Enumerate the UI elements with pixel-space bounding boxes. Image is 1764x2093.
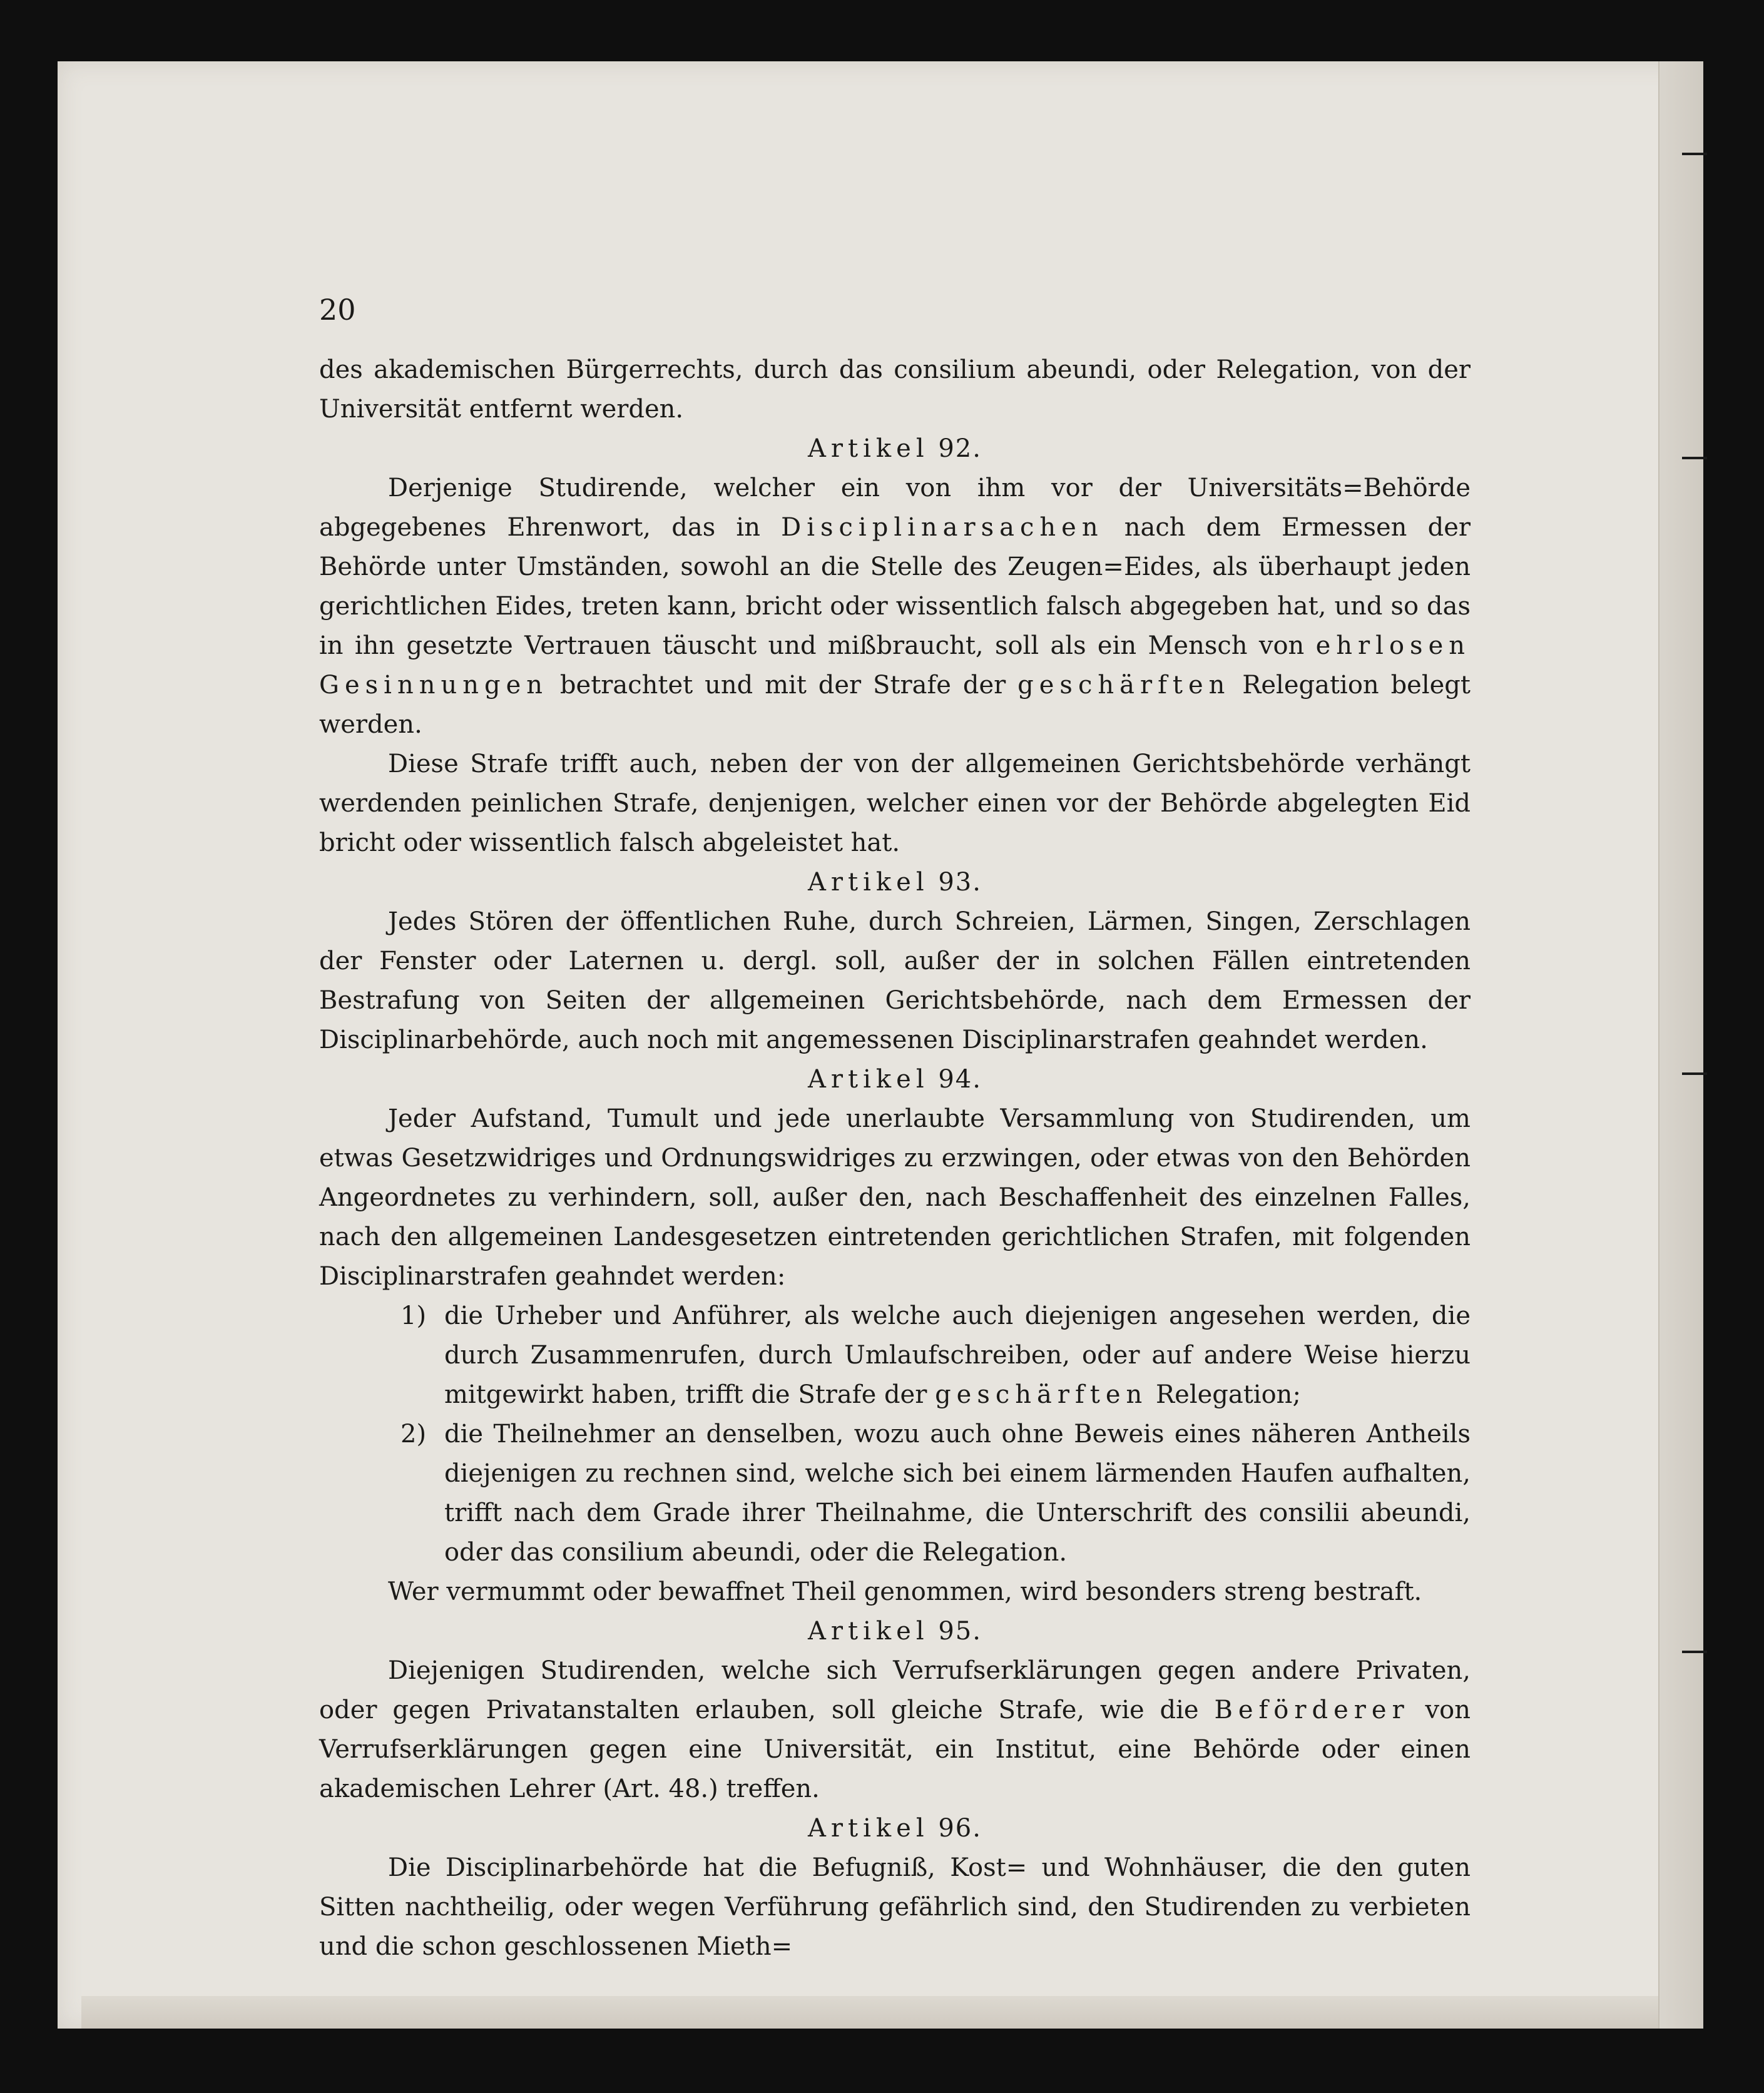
page-number: 20	[319, 293, 356, 327]
text-run: die Theilnehmer an denselben, wozu auch ohne Beweis eines näheren Antheils diejenigen zu rechnen sind, welche sich bei einem lärmenden Haufen aufhalten, trifft nach dem Grade ihrer Theilnahme, die Unterschrift des consilii abeundi, oder das consilium abeundi, oder die Relegation.	[444, 1420, 1471, 1567]
article-96-paragraph-1: Die Disciplinarbehörde hat die Befugniß, Kost= und Wohnhäuser, die den guten Sitten nachtheilig, oder wegen Verführung gefährlich sind, den Studirenden zu verbieten und die schon geschlossenen Mieth=	[319, 1853, 1471, 1961]
article-95-paragraph-1	[319, 1651, 1471, 1809]
binding-tick	[1682, 1651, 1707, 1653]
list-number: 2)	[400, 1420, 427, 1449]
text-run: von Verrufserklärungen gegen eine Universität, ein Institut, eine Behörde oder einen akademischen Lehrer (Art. 48.) treffen.	[319, 1696, 1471, 1803]
article-heading-92	[319, 429, 1471, 469]
article-94-paragraph-1: Jeder Aufstand, Tumult und jede unerlaubte Versammlung von Studirenden, um etwas Gesetzwidriges und Ordnungswidriges zu erzwingen, oder etwas von den Behörden Angeordnetes zu verhindern, soll, außer den, nach Beschaffenheit des einzelnen Falles, nach den allgemeinen Landesgesetzen eintretenden gerichtlichen Strafen, mit folgenden Disciplinarstrafen geahndet werden:	[319, 1104, 1471, 1291]
text-run: betrachtet und mit der Strafe der	[548, 671, 1018, 700]
article-label: Artikel	[808, 1617, 929, 1646]
paragraph-continued: des akademischen Bürgerrechts, durch das consilium abeundi, oder Relegation, von der Universität entfernt werden.	[319, 355, 1471, 424]
list-item-1	[319, 1296, 1471, 1415]
spaced-text: ehrlosen Gesinnungen	[319, 631, 1471, 700]
article-heading-96	[319, 1809, 1471, 1848]
text-run: Relegation;	[1148, 1380, 1301, 1409]
article-label: Artikel	[808, 1065, 929, 1094]
article-label: Artikel	[808, 434, 929, 463]
text-run: Relegation belegt werden.	[319, 671, 1471, 739]
list-number: 1)	[400, 1301, 427, 1330]
text-run: Diejenigen Studirenden, welche sich Verrufserklärungen gegen andere Privaten, oder gegen Privatanstalten erlauben, soll gleiche Strafe, wie die	[319, 1656, 1471, 1724]
article-number: 96.	[938, 1814, 982, 1843]
article-heading-94	[319, 1060, 1471, 1099]
binding-tick	[1682, 153, 1707, 155]
article-number: 95.	[938, 1617, 982, 1646]
list-item-2	[319, 1415, 1471, 1572]
spaced-text: Disciplinarsachen	[781, 513, 1104, 542]
text-run: die Urheber und Anführer, als welche auch diejenigen angesehen werden, die durch Zusammenrufen, durch Umlaufschreiben, oder auf andere Weise hierzu mitgewirkt haben, trifft die Strafe der	[444, 1301, 1471, 1409]
article-label: Artikel	[808, 1814, 929, 1843]
article-94-paragraph-2: Wer vermummt oder bewaffnet Theil genommen, wird besonders streng bestraft.	[388, 1577, 1422, 1606]
article-heading-95	[319, 1612, 1471, 1651]
binding-tick	[1682, 457, 1707, 459]
document-body	[319, 350, 1471, 1967]
spaced-text: geschärften	[1017, 671, 1231, 700]
article-heading-93	[319, 863, 1471, 902]
article-label: Artikel	[808, 868, 929, 897]
binding-tick	[1682, 1072, 1707, 1075]
article-93-paragraph-1: Jedes Stören der öffentlichen Ruhe, durch Schreien, Lärmen, Singen, Zerschlagen der Fenster oder Laternen u. dergl. soll, außer der in solchen Fällen eintretenden Bestrafung von Seiten der allgemeinen Gerichtsbehörde, nach dem Ermessen der Disciplinarbehörde, auch noch mit angemessenen Disciplinarstrafen geahndet werden.	[319, 907, 1471, 1054]
text-run: nach dem Ermessen der Behörde unter Umständen, sowohl an die Stelle des Zeugen=Eides, als überhaupt jeden gerichtlichen Eides, treten kann, bricht oder wissentlich falsch abgegeben hat, und so das in ihn gesetzte Vertrauen täuscht und mißbraucht, soll als ein Mensch von	[319, 513, 1471, 660]
spaced-text: Beförderer	[1214, 1696, 1410, 1724]
spaced-text: geschärften	[935, 1380, 1148, 1409]
article-number: 94.	[938, 1065, 982, 1094]
page-edge-right	[1658, 61, 1703, 2029]
article-92-paragraph-2: Diese Strafe trifft auch, neben der von der allgemeinen Gerichtsbehörde verhängt werdenden peinlichen Strafe, denjenigen, welcher einen vor der Behörde abgelegten Eid bricht oder wissentlich falsch abgeleistet hat.	[319, 750, 1471, 857]
article-number: 92.	[938, 434, 982, 463]
article-number: 93.	[938, 868, 982, 897]
page-edge-bottom	[81, 1996, 1658, 2029]
text-run: Derjenige Studirende, welcher ein von ihm vor der Universitäts=Behörde abgegebenes Ehrenwort, das in	[319, 474, 1471, 542]
article-92-paragraph-1	[319, 469, 1471, 745]
